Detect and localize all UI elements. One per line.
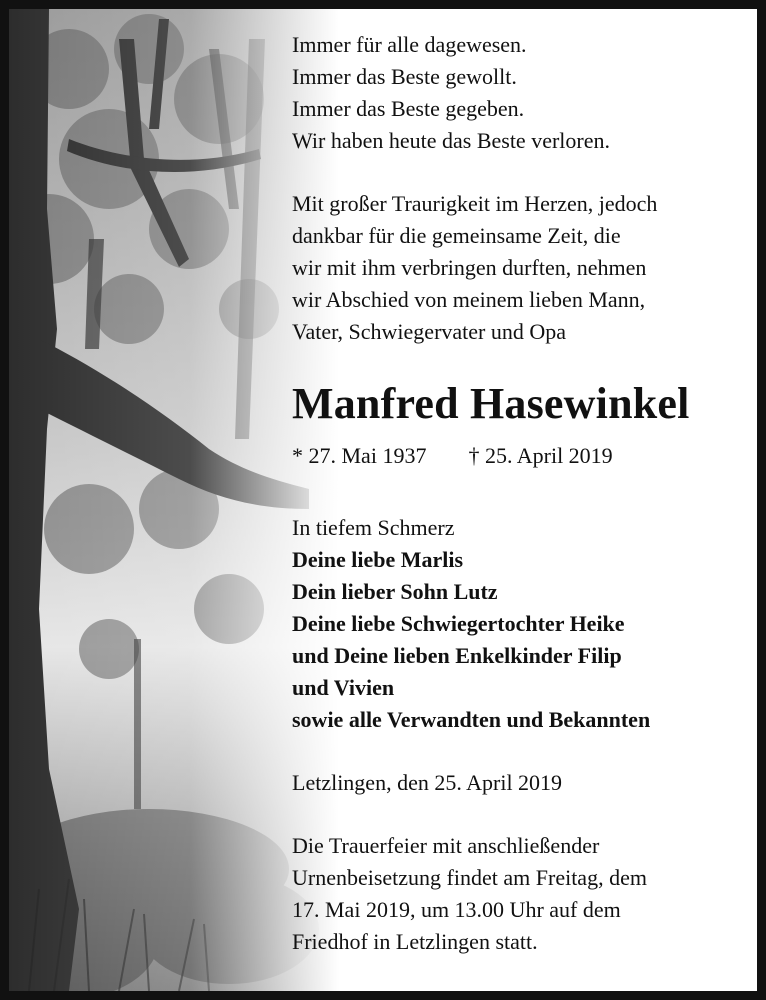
place-date: Letzlingen, den 25. April 2019 [292, 770, 563, 795]
mourner-line: Deine liebe Schwiegertochter Heike [292, 611, 625, 636]
poem-line: Wir haben heute das Beste verloren. [292, 128, 610, 153]
intro-line: Mit großer Traurigkeit im Herzen, jedoch [292, 191, 658, 216]
death-date: † 25. April 2019 [468, 443, 613, 468]
poem [292, 29, 752, 157]
intro-line: wir mit ihm verbringen durften, nehmen [292, 255, 647, 280]
ceremony-line: 17. Mai 2019, um 13.00 Uhr auf dem [292, 897, 621, 922]
intro-line: wir Abschied von meinem lieben Mann, [292, 287, 646, 312]
poem-line: Immer das Beste gewollt. [292, 64, 517, 89]
mourner-line: Dein lieber Sohn Lutz [292, 579, 498, 604]
poem-line: Immer das Beste gegeben. [292, 96, 525, 121]
life-dates [292, 440, 752, 472]
mourner-line: Deine liebe Marlis [292, 547, 464, 572]
mourner-line: sowie alle Verwandten und Bekannten [292, 707, 651, 732]
mourners-intro: In tiefem Schmerz [292, 515, 455, 540]
tree-photo [9, 9, 339, 991]
mourners [292, 512, 752, 736]
birth-date: * 27. Mai 1937 [292, 443, 427, 468]
ceremony-line: Urnenbeisetzung findet am Freitag, dem [292, 865, 647, 890]
mourner-line: und Deine lieben Enkelkinder Filip [292, 643, 622, 668]
poem-line: Immer für alle dagewesen. [292, 32, 527, 57]
ceremony-line: Die Trauerfeier mit anschließender [292, 833, 600, 858]
ceremony-info [292, 830, 752, 958]
mourner-line: und Vivien [292, 675, 395, 700]
notice-text [292, 29, 752, 958]
intro-line: Vater, Schwiegervater und Opa [292, 319, 567, 344]
intro [292, 188, 752, 348]
ceremony-line: Friedhof in Letzlingen statt. [292, 929, 538, 954]
deceased-name: Manfred Hasewinkel [292, 379, 690, 428]
intro-line: dankbar für die gemeinsame Zeit, die [292, 223, 621, 248]
place-date-block [292, 767, 752, 799]
